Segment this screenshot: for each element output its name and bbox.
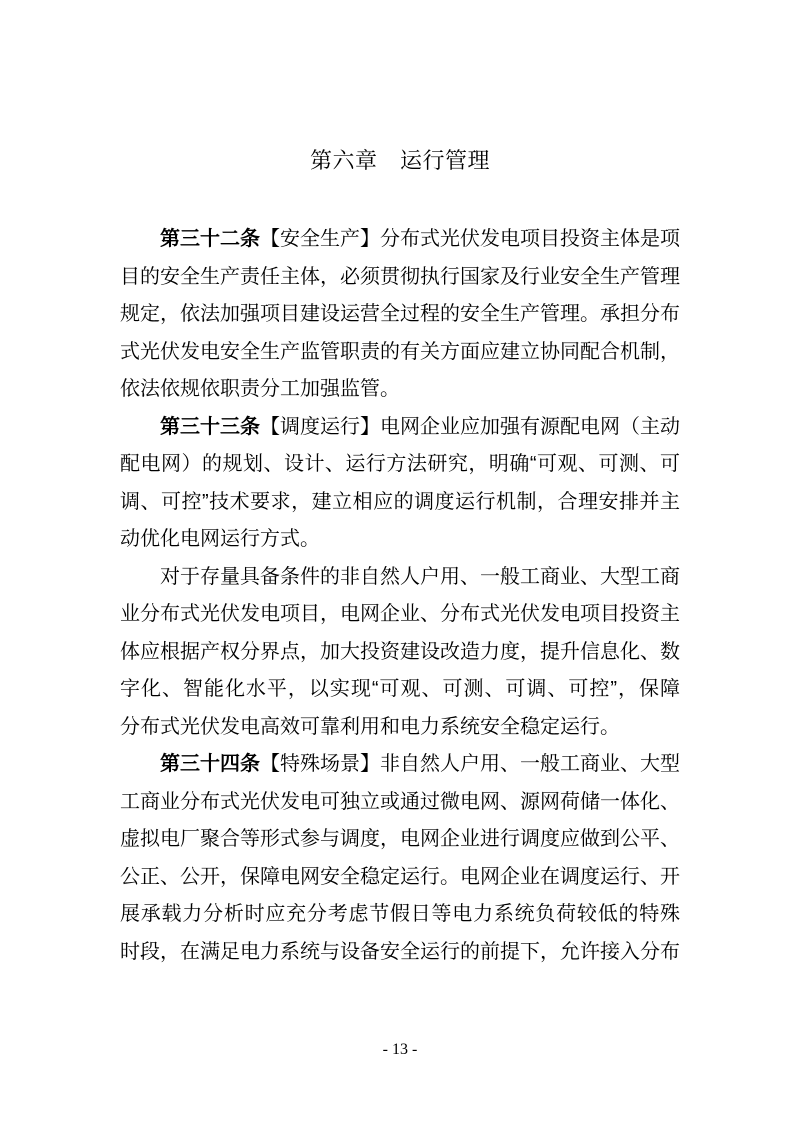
text-line bbox=[120, 221, 680, 259]
text-line bbox=[120, 859, 680, 897]
text-segment: 【特殊场景】非自然人户用、一般工商业、大型 bbox=[260, 753, 680, 775]
text-segment: 对于存量具备条件的非自然人户用、一般工商业、大型工商 bbox=[160, 565, 680, 588]
article-34-special-scenarios bbox=[120, 746, 680, 971]
article-33-dispatch-operation bbox=[120, 409, 680, 559]
text-segment: 调、可控”技术要求，建立相应的调度运行机制，合理安排并主 bbox=[120, 490, 680, 513]
text-line bbox=[120, 671, 680, 709]
paragraph-existing-projects bbox=[120, 559, 680, 747]
text-line bbox=[120, 746, 680, 784]
text-line bbox=[120, 821, 680, 859]
article-32-safety-production bbox=[120, 221, 680, 409]
text-line bbox=[120, 709, 680, 747]
text-line bbox=[120, 484, 680, 522]
text-line bbox=[120, 259, 680, 297]
text-line bbox=[120, 409, 680, 447]
text-line bbox=[120, 634, 680, 672]
article-number: 第三十四条 bbox=[160, 753, 260, 775]
text-line bbox=[120, 784, 680, 822]
text-segment: 配电网）的规划、设计、运行方法研究，明确“可观、可测、可 bbox=[120, 453, 680, 475]
text-segment: 展承载力分析时应充分考虑节假日等电力系统负荷较低的特殊 bbox=[120, 903, 680, 925]
text-segment: 依法依规依职责分工加强监管。 bbox=[120, 378, 400, 400]
text-segment: 【调度运行】电网企业应加强有源配电网（主动 bbox=[260, 415, 680, 438]
text-segment: 分布式光伏发电高效可靠利用和电力系统安全稳定运行。 bbox=[120, 715, 620, 738]
text-segment: 虚拟电厂聚合等形式参与调度，电网企业进行调度应做到公平、 bbox=[120, 828, 680, 850]
text-line bbox=[120, 446, 680, 484]
text-line bbox=[120, 521, 680, 559]
text-segment: 时段，在满足电力系统与设备安全运行的前提下，允许接入分布 bbox=[120, 940, 680, 963]
text-line bbox=[120, 596, 680, 634]
text-segment: 工商业分布式光伏发电可独立或通过微电网、源网荷储一体化、 bbox=[120, 790, 680, 813]
text-line bbox=[120, 896, 680, 934]
text-segment: 业分布式光伏发电项目，电网企业、分布式光伏发电项目投资主 bbox=[120, 603, 680, 625]
text-line bbox=[120, 559, 680, 597]
text-segment: 式光伏发电安全生产监管职责的有关方面应建立协同配合机制， bbox=[120, 340, 680, 363]
text-line bbox=[120, 296, 680, 334]
text-segment: 动优化电网运行方式。 bbox=[120, 528, 320, 550]
text-segment: 目的安全生产责任主体，必须贯彻执行国家及行业安全生产管理 bbox=[120, 265, 680, 288]
text-segment: 公正、公开，保障电网安全稳定运行。电网企业在调度运行、开 bbox=[120, 865, 680, 888]
article-number: 第三十二条 bbox=[160, 228, 260, 250]
page-number: - 13 - bbox=[382, 1041, 418, 1058]
text-line bbox=[120, 334, 680, 372]
text-segment: 【安全生产】分布式光伏发电项目投资主体是项 bbox=[260, 228, 680, 250]
text-line bbox=[120, 371, 680, 409]
chapter-title: 第六章 运行管理 bbox=[309, 148, 490, 173]
text-segment: 规定，依法加强项目建设运营全过程的安全生产管理。承担分布 bbox=[120, 303, 680, 325]
text-segment: 体应根据产权分界点，加大投资建设改造力度，提升信息化、数 bbox=[120, 640, 680, 663]
text-segment: 字化、智能化水平，以实现“可观、可测、可调、可控”，保障 bbox=[120, 678, 680, 700]
text-line bbox=[120, 934, 680, 972]
article-number: 第三十三条 bbox=[160, 415, 260, 438]
document-body bbox=[120, 221, 680, 971]
